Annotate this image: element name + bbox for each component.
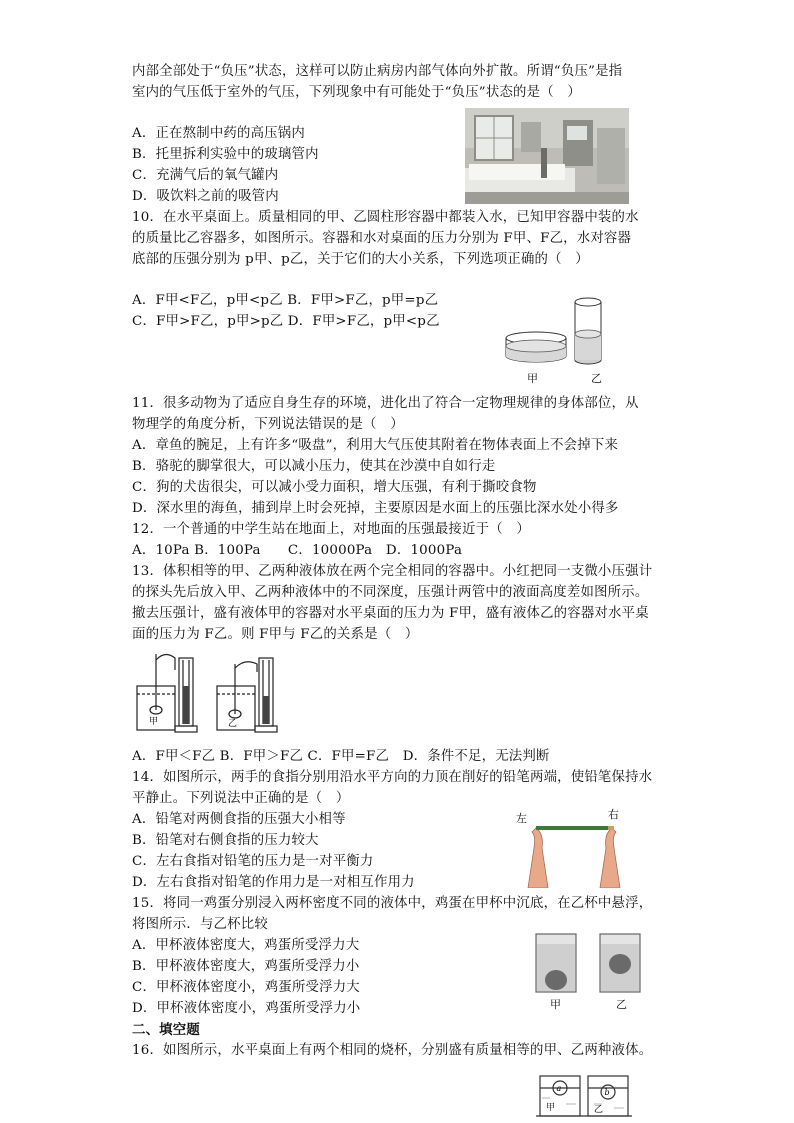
liquid-label-right: 乙 (594, 1105, 604, 1115)
q13-stem-line2: 的探头先后放入甲、乙两种液体中的不同深度，压强计两管中的液面高度差如图所示。 (132, 585, 649, 600)
q11-stem-line2: 物理学的角度分析，下列说法错误的是（ ） (132, 417, 404, 432)
gauge-label-right: 乙 (228, 719, 238, 729)
hospital-ward-photo (465, 108, 629, 204)
q15-option-d: D．甲杯液体密度小，鸡蛋所受浮力小 (132, 1001, 361, 1016)
q9-option-b: B．托里拆利实验中的玻璃管内 (132, 147, 319, 162)
gauge-label-left: 甲 (149, 717, 159, 727)
container-label-right: 乙 (591, 372, 602, 385)
q9-option-d: D．吸饮料之前的吸管内 (132, 189, 279, 204)
q10-stem-line1: 10．在水平桌面上。质量相同的甲、乙圆柱形容器中都装入水，已知甲容器中装的水 (132, 210, 639, 225)
hand-label-right: 右 (608, 808, 619, 821)
q11-option-d: D．深水里的海鱼，捕到岸上时会死掉，主要原因是水面上的压强比深水处小得多 (132, 501, 619, 516)
q14-option-d: D．左右食指对铅笔的作用力是一对相互作用力 (132, 875, 415, 890)
q9-stem-line2: 室内的气压低于室外的气压，下列现象中有可能处于“负压”状态的是（ ） (132, 85, 581, 100)
pressure-gauge-figure (135, 650, 295, 738)
q14-stem-line1: 14．如图所示，两手的食指分别用沿水平方向的力顶在削好的铅笔两端，使铅笔保持水 (132, 770, 653, 785)
q15-option-b: B．甲杯液体密度大，鸡蛋所受浮力小 (132, 959, 360, 974)
q13-options: A．F甲＜F乙 B．F甲＞F乙 C．F甲=F乙 D．条件不足，无法判断 (132, 749, 550, 764)
q15-option-c: C．甲杯液体密度小，鸡蛋所受浮力大 (132, 980, 360, 995)
egg-beaker-label-right: 乙 (616, 998, 627, 1011)
q15-option-a: A．甲杯液体密度大，鸡蛋所受浮力大 (132, 938, 360, 953)
ball-label-b: b (604, 1088, 610, 1097)
q14-option-c: C．左右食指对铅笔的压力是一对平衡力 (132, 854, 374, 869)
q9-option-a: A．正在熬制中药的高压锅内 (132, 126, 305, 141)
q11-option-b: B．骆驼的脚掌很大，可以减小压力，使其在沙漠中自如行走 (132, 459, 496, 474)
egg-beakers-figure (534, 930, 646, 996)
q14-option-b: B．铅笔对右侧食指的压力较大 (132, 833, 319, 848)
q13-stem-line1: 13．体积相等的甲、乙两种液体放在两个完全相同的容器中。小红把同一支微小压强计 (132, 564, 653, 579)
q16-stem-line1: 16．如图所示，水平桌面上有两个相同的烧杯，分别盛有质量相等的甲、乙两种液体。 (132, 1043, 653, 1058)
liquid-label-left: 甲 (546, 1103, 556, 1113)
q11-option-c: C．狗的犬齿很尖，可以减小受力面积，增大压强，有利于撕咬食物 (132, 480, 537, 495)
q12-options: A．10Pa B．100Pa C．10000Pa D．1000Pa (132, 543, 463, 558)
q12-stem: 12．一个普通的中学生站在地面上，对地面的压强最接近于（ ） (132, 522, 530, 537)
egg-beaker-label-left: 甲 (550, 998, 561, 1011)
q9-option-c: C．充满气后的氧气罐内 (132, 168, 279, 183)
ball-beakers-figure (536, 1074, 632, 1120)
q10-stem-line3: 底部的压强分别为 p甲、p乙，关于它们的大小关系，下列选项正确的（ ） (132, 252, 589, 267)
section-heading-fill-in: 二、填空题 (132, 1022, 200, 1038)
q13-stem-line4: 面的压力为 F乙。则 F甲与 F乙的关系是（ ） (132, 627, 419, 642)
q15-stem-line2: 将图所示．与乙杯比较 (132, 917, 268, 932)
hand-label-left: 左 (516, 812, 527, 825)
container-label-left: 甲 (527, 372, 538, 385)
q10-options-ab: A．F甲<F乙，p甲<p乙 B．F甲>F乙，p甲=p乙 (132, 293, 439, 308)
ball-label-a: a (556, 1084, 562, 1093)
q10-stem-line2: 的质量比乙容器多，如图所示。容器和水对桌面的压力分别为 F甲、F乙，水对容器 (132, 231, 632, 246)
q14-option-a: A．铅笔对两侧食指的压强大小相等 (132, 812, 346, 827)
q11-option-a: A．章鱼的腕足，上有许多“吸盘”，利用大气压使其附着在物体表面上不会掉下来 (132, 438, 619, 453)
q14-stem-line2: 平静止。下列说法中正确的是（ ） (132, 791, 350, 806)
q9-stem-line1: 内部全部处于“负压”状态，这样可以防止病房内部气体向外扩散。所谓“负压”是指 (132, 64, 623, 79)
q13-stem-line3: 撤去压强计，盛有液体甲的容器对水平桌面的压力为 F甲，盛有液体乙的容器对水平桌 (132, 606, 649, 621)
q15-stem-line1: 15．将同一鸡蛋分别浸入两杯密度不同的液体中，鸡蛋在甲杯中沉底，在乙杯中悬浮， (132, 896, 653, 911)
q10-options-cd: C．F甲>F乙，p甲>p乙 D．F甲>F乙，p甲<p乙 (132, 314, 440, 329)
q11-stem-line1: 11．很多动物为了适应自身生存的环境，进化出了符合一定物理规律的身体部位，从 (132, 396, 639, 411)
